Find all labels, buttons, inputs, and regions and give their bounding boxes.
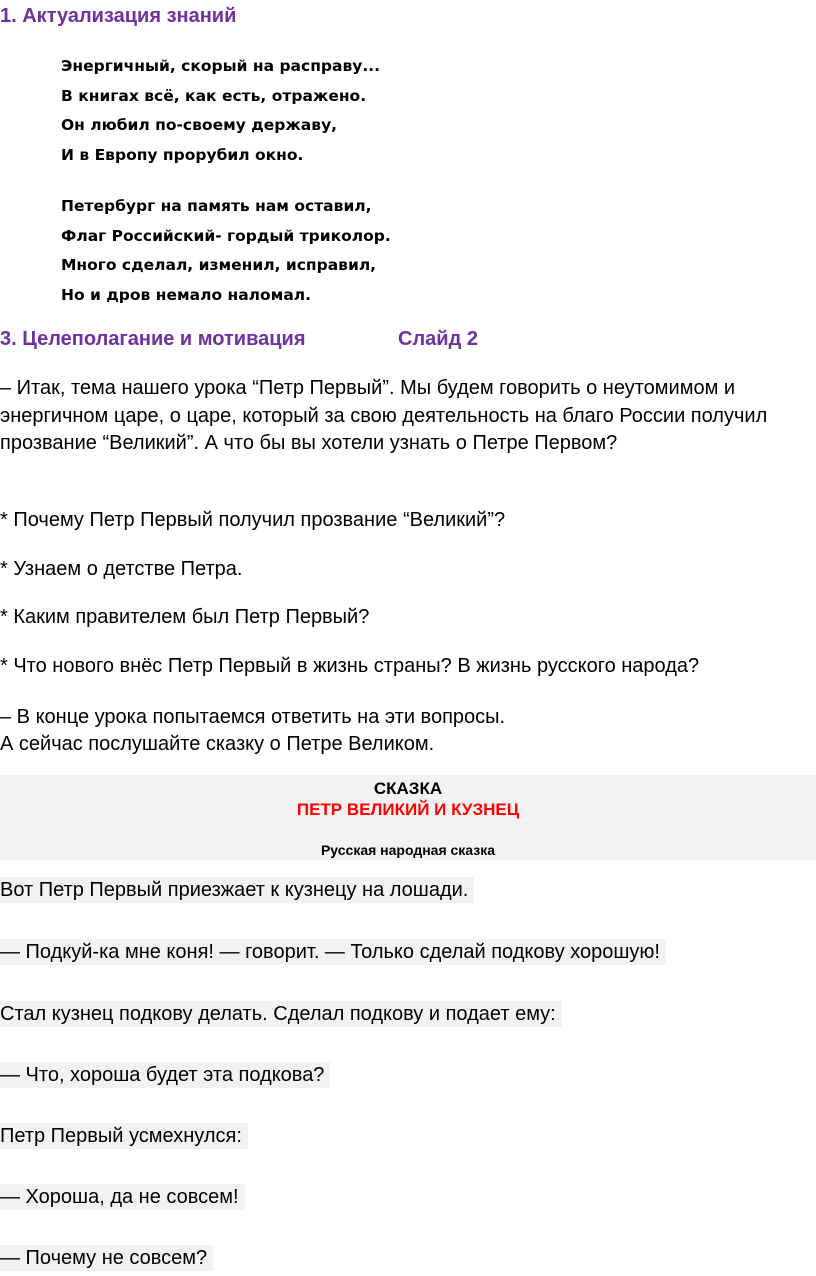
- poem-line: И в Европу прорубил окно.: [61, 145, 304, 164]
- tale-line: — Хороша, да не совсем!: [0, 1184, 245, 1210]
- poem-line: В книгах всё, как есть, отражено.: [61, 86, 367, 105]
- tale-title: ПЕТР ВЕЛИКИЙ И КУЗНЕЦ: [296, 800, 520, 819]
- section-heading-actualization: 1. Актуализация знаний: [0, 5, 237, 27]
- tale-line: — Подкуй-ка мне коня! — говорит. — Только сделай подкову хорошую!: [0, 939, 666, 965]
- poem-line: Петербург на память нам оставил,: [61, 197, 372, 215]
- tale-line: Петр Первый усмехнулся:: [0, 1123, 248, 1149]
- poem-line: Но и дров немало наломал.: [61, 285, 312, 304]
- closing-line: А сейчас послушайте сказку о Петре Великом.: [0, 733, 435, 755]
- tale-subtitle: Русская народная сказка: [320, 842, 496, 858]
- tale-line: — Почему не совсем?: [0, 1245, 213, 1271]
- poem-line: Много сделал, изменил, исправил,: [61, 256, 377, 274]
- intro-paragraph: – Итак, тема нашего урока “Петр Первый”. Мы будем говорить о неутомимом и энергичном царе, о царе, который за свою деятельность на благо России получил прозвание “Великий”. А что бы вы хотели узнать о Петре Первом?: [0, 377, 768, 454]
- poem-stanza-2: [61, 192, 391, 310]
- tale-line: Вот Петр Первый приезжает к кузнецу на лошади.: [0, 877, 474, 903]
- question-item: * Почему Петр Первый получил прозвание “Великий”?: [0, 509, 506, 531]
- poem-line: Энергичный, скорый на расправу...: [61, 57, 381, 75]
- question-item: * Что нового внёс Петр Первый в жизнь страны? В жизнь русского народа?: [0, 655, 700, 677]
- question-item: * Каким правителем был Петр Первый?: [0, 606, 370, 628]
- question-item: * Узнаем о детстве Петра.: [0, 558, 243, 580]
- slide-label: Слайд 2: [398, 328, 478, 350]
- tale-line: Стал кузнец подкову делать. Сделал подкову и подает ему:: [0, 1001, 562, 1027]
- poem-stanza-1: [61, 52, 380, 170]
- section-heading-goal-setting: 3. Целеполагание и мотивация: [0, 328, 306, 350]
- tale-line: — Что, хороша будет эта подкова?: [0, 1062, 330, 1088]
- closing-line: – В конце урока попытаемся ответить на эти вопросы.: [0, 706, 506, 728]
- poem-line: Он любил по-своему державу,: [61, 116, 338, 134]
- tale-label: СКАЗКА: [373, 779, 443, 798]
- poem-line: Флаг Российский- гордый триколор.: [61, 226, 391, 245]
